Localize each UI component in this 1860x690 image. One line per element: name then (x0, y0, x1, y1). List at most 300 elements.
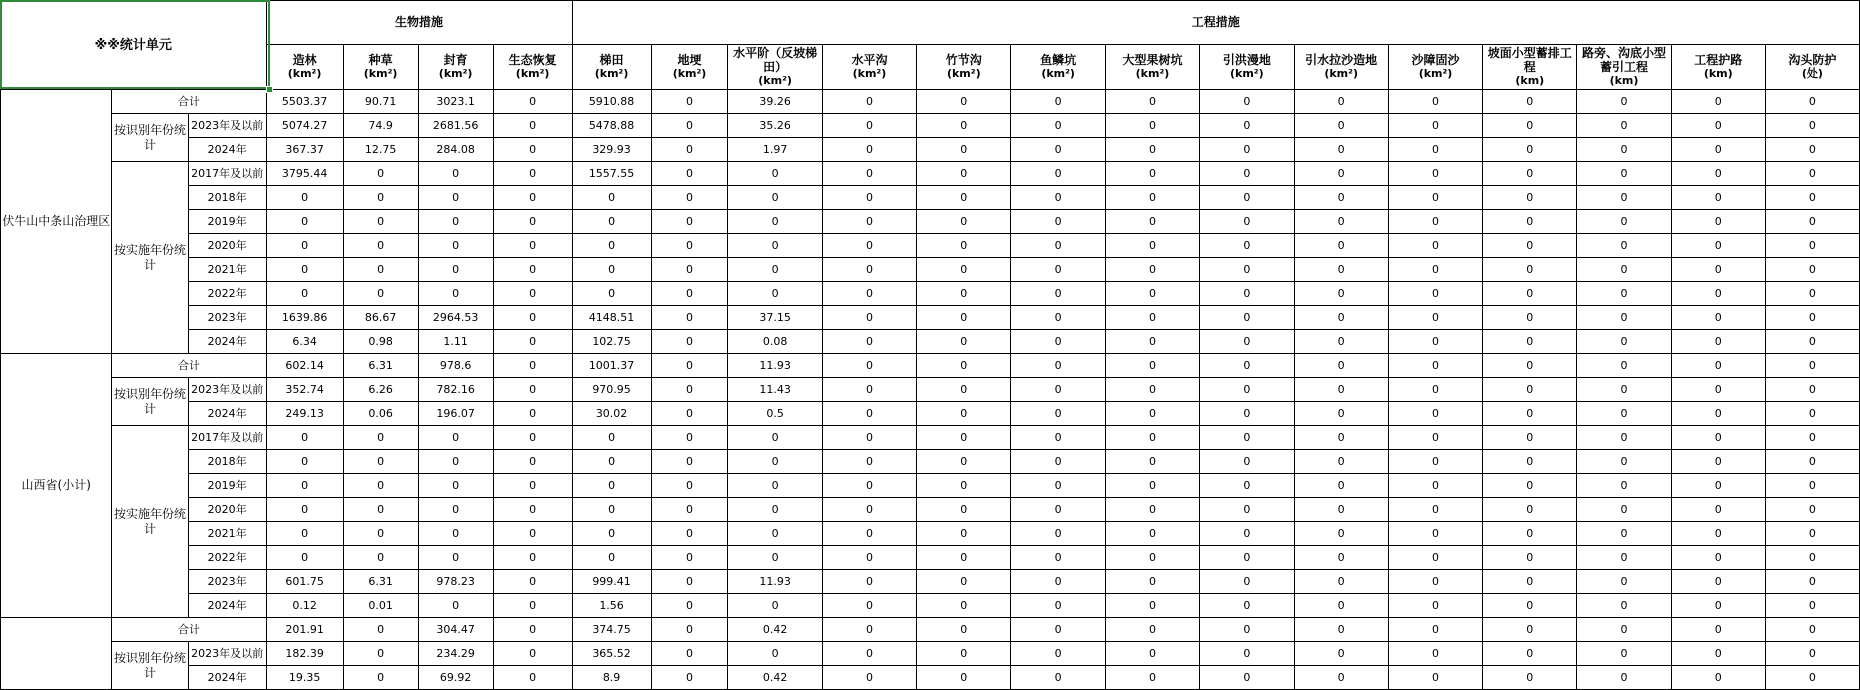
data-cell[interactable]: 0 (1200, 162, 1294, 186)
data-cell[interactable]: 0 (822, 522, 916, 546)
data-cell[interactable]: 0 (1483, 186, 1577, 210)
data-cell[interactable]: 0 (1671, 114, 1765, 138)
data-cell[interactable]: 5910.88 (572, 90, 651, 114)
region-cell[interactable]: 山西省(小计) (1, 354, 112, 618)
data-cell[interactable]: 0 (917, 498, 1011, 522)
data-cell[interactable]: 0 (1105, 282, 1199, 306)
data-cell[interactable]: 0 (728, 522, 822, 546)
data-cell[interactable]: 0 (1011, 210, 1105, 234)
data-cell[interactable]: 0 (728, 546, 822, 570)
data-cell[interactable]: 0 (1483, 618, 1577, 642)
data-cell[interactable]: 0 (1011, 186, 1105, 210)
data-cell[interactable]: 0 (1671, 162, 1765, 186)
data-cell[interactable]: 0 (1200, 546, 1294, 570)
data-cell[interactable]: 0 (1200, 666, 1294, 690)
data-cell[interactable]: 0 (1671, 378, 1765, 402)
data-cell[interactable]: 0 (572, 234, 651, 258)
data-cell[interactable]: 0 (572, 546, 651, 570)
data-cell[interactable]: 0 (651, 114, 728, 138)
data-cell[interactable]: 0 (822, 642, 916, 666)
row-label-year[interactable]: 2017年及以前 (188, 426, 266, 450)
data-cell[interactable]: 0.06 (343, 402, 418, 426)
data-cell[interactable]: 0 (418, 450, 493, 474)
row-label-year[interactable]: 2018年 (188, 450, 266, 474)
data-cell[interactable]: 0 (1294, 666, 1388, 690)
data-cell[interactable]: 0 (728, 282, 822, 306)
data-cell[interactable]: 0 (1577, 666, 1671, 690)
data-cell[interactable]: 0 (822, 354, 916, 378)
data-cell[interactable]: 0 (493, 114, 572, 138)
group-label-recognition-year[interactable]: 按识别年份统计 (112, 378, 188, 426)
row-label-year[interactable]: 2023年及以前 (188, 114, 266, 138)
data-cell[interactable]: 6.34 (266, 330, 343, 354)
data-cell[interactable]: 0 (917, 570, 1011, 594)
column-header[interactable] (728, 45, 822, 90)
data-cell[interactable]: 0 (1388, 522, 1482, 546)
data-cell[interactable]: 0 (1765, 498, 1859, 522)
data-cell[interactable]: 0 (651, 162, 728, 186)
data-cell[interactable]: 0 (1577, 210, 1671, 234)
row-label-year[interactable]: 2024年 (188, 666, 266, 690)
data-cell[interactable]: 0 (1011, 306, 1105, 330)
data-cell[interactable]: 0 (1577, 306, 1671, 330)
data-cell[interactable]: 602.14 (266, 354, 343, 378)
data-cell[interactable]: 201.91 (266, 618, 343, 642)
fill-handle[interactable] (266, 86, 273, 93)
data-cell[interactable]: 0 (1765, 426, 1859, 450)
data-cell[interactable]: 0 (1671, 618, 1765, 642)
data-cell[interactable]: 249.13 (266, 402, 343, 426)
data-cell[interactable]: 0 (1105, 402, 1199, 426)
data-cell[interactable]: 0 (266, 426, 343, 450)
data-cell[interactable]: 0 (1294, 186, 1388, 210)
data-cell[interactable]: 0 (917, 138, 1011, 162)
data-cell[interactable]: 0 (651, 90, 728, 114)
data-cell[interactable]: 0 (1200, 570, 1294, 594)
data-cell[interactable]: 0 (1200, 522, 1294, 546)
data-cell[interactable]: 0 (1294, 618, 1388, 642)
data-cell[interactable]: 0 (822, 498, 916, 522)
row-label-total[interactable]: 合计 (112, 354, 266, 378)
data-cell[interactable]: 0 (1105, 90, 1199, 114)
data-cell[interactable]: 0 (1105, 306, 1199, 330)
data-cell[interactable]: 0 (1388, 138, 1482, 162)
data-cell[interactable]: 0 (1200, 90, 1294, 114)
column-header[interactable] (1011, 45, 1105, 90)
data-cell[interactable]: 0 (1011, 474, 1105, 498)
data-cell[interactable]: 0 (917, 450, 1011, 474)
data-cell[interactable]: 0 (493, 450, 572, 474)
data-cell[interactable]: 0 (266, 186, 343, 210)
data-cell[interactable]: 102.75 (572, 330, 651, 354)
data-cell[interactable]: 1639.86 (266, 306, 343, 330)
data-cell[interactable]: 0 (1388, 570, 1482, 594)
data-cell[interactable]: 0 (1388, 450, 1482, 474)
data-cell[interactable]: 0 (1577, 378, 1671, 402)
data-cell[interactable]: 30.02 (572, 402, 651, 426)
data-cell[interactable]: 0 (1765, 282, 1859, 306)
data-cell[interactable]: 0 (917, 522, 1011, 546)
column-header[interactable] (1577, 45, 1671, 90)
data-cell[interactable]: 2964.53 (418, 306, 493, 330)
data-cell[interactable]: 0 (1577, 258, 1671, 282)
data-cell[interactable]: 0 (1011, 450, 1105, 474)
data-cell[interactable]: 0 (572, 498, 651, 522)
data-cell[interactable]: 11.93 (728, 354, 822, 378)
row-label-total[interactable]: 合计 (112, 618, 266, 642)
data-cell[interactable]: 0 (1011, 162, 1105, 186)
data-cell[interactable]: 0 (1765, 186, 1859, 210)
data-cell[interactable]: 0 (917, 666, 1011, 690)
data-cell[interactable]: 0 (493, 642, 572, 666)
data-cell[interactable]: 0 (343, 186, 418, 210)
data-cell[interactable]: 0 (1105, 594, 1199, 618)
data-cell[interactable]: 0 (343, 642, 418, 666)
data-cell[interactable]: 0 (1388, 258, 1482, 282)
data-cell[interactable]: 0 (1577, 162, 1671, 186)
data-cell[interactable]: 0 (917, 282, 1011, 306)
data-cell[interactable]: 0 (1671, 90, 1765, 114)
data-cell[interactable]: 0 (1294, 306, 1388, 330)
data-cell[interactable]: 0 (343, 234, 418, 258)
data-cell[interactable]: 86.67 (343, 306, 418, 330)
data-cell[interactable]: 601.75 (266, 570, 343, 594)
group-header-bio[interactable]: 生物措施 (266, 1, 572, 45)
data-cell[interactable]: 234.29 (418, 642, 493, 666)
data-cell[interactable]: 0 (493, 354, 572, 378)
data-cell[interactable]: 0 (1483, 546, 1577, 570)
data-cell[interactable]: 0 (1765, 450, 1859, 474)
data-cell[interactable]: 0 (822, 594, 916, 618)
data-cell[interactable]: 0 (1294, 330, 1388, 354)
data-cell[interactable]: 0 (343, 258, 418, 282)
data-cell[interactable]: 0 (917, 234, 1011, 258)
data-cell[interactable]: 0 (1294, 282, 1388, 306)
data-cell[interactable]: 90.71 (343, 90, 418, 114)
data-cell[interactable]: 8.9 (572, 666, 651, 690)
data-cell[interactable]: 0 (728, 450, 822, 474)
data-cell[interactable]: 0 (917, 330, 1011, 354)
data-cell[interactable]: 0 (1200, 594, 1294, 618)
data-cell[interactable]: 0 (822, 402, 916, 426)
data-cell[interactable]: 0 (728, 210, 822, 234)
data-cell[interactable]: 0 (493, 594, 572, 618)
data-cell[interactable]: 0 (1483, 138, 1577, 162)
data-cell[interactable]: 0 (1577, 426, 1671, 450)
group-label-recognition-year[interactable]: 按识别年份统计 (112, 642, 188, 690)
data-cell[interactable]: 0 (1483, 522, 1577, 546)
data-cell[interactable]: 4148.51 (572, 306, 651, 330)
data-cell[interactable]: 0 (1388, 330, 1482, 354)
data-cell[interactable]: 0 (493, 402, 572, 426)
data-cell[interactable]: 0 (1671, 570, 1765, 594)
data-cell[interactable]: 0 (822, 546, 916, 570)
data-cell[interactable]: 0 (651, 666, 728, 690)
data-cell[interactable]: 0 (493, 234, 572, 258)
data-cell[interactable]: 5478.88 (572, 114, 651, 138)
data-cell[interactable]: 0 (822, 138, 916, 162)
data-cell[interactable]: 0 (651, 570, 728, 594)
data-cell[interactable]: 0 (266, 210, 343, 234)
data-cell[interactable]: 0 (1294, 234, 1388, 258)
data-cell[interactable]: 0 (1671, 402, 1765, 426)
data-cell[interactable]: 0 (1577, 282, 1671, 306)
data-cell[interactable]: 0 (1105, 618, 1199, 642)
data-cell[interactable]: 0 (728, 162, 822, 186)
data-cell[interactable]: 0 (1294, 546, 1388, 570)
data-cell[interactable]: 0 (418, 258, 493, 282)
data-cell[interactable]: 0 (1105, 522, 1199, 546)
data-cell[interactable]: 978.6 (418, 354, 493, 378)
data-cell[interactable]: 0 (493, 258, 572, 282)
data-cell[interactable]: 0 (1388, 426, 1482, 450)
data-cell[interactable]: 782.16 (418, 378, 493, 402)
data-cell[interactable]: 0 (1200, 378, 1294, 402)
data-cell[interactable]: 0 (1294, 354, 1388, 378)
data-cell[interactable]: 0 (1577, 354, 1671, 378)
data-cell[interactable]: 0 (1765, 378, 1859, 402)
data-cell[interactable]: 0 (572, 426, 651, 450)
data-cell[interactable]: 5503.37 (266, 90, 343, 114)
data-cell[interactable]: 74.9 (343, 114, 418, 138)
data-cell[interactable]: 0 (1388, 234, 1482, 258)
data-cell[interactable]: 0 (1671, 186, 1765, 210)
data-cell[interactable]: 0 (493, 666, 572, 690)
data-cell[interactable]: 0 (1105, 162, 1199, 186)
data-cell[interactable]: 0 (1105, 354, 1199, 378)
data-cell[interactable]: 0 (728, 642, 822, 666)
data-cell[interactable]: 0 (1011, 546, 1105, 570)
data-cell[interactable]: 0 (1105, 210, 1199, 234)
data-cell[interactable]: 0 (493, 90, 572, 114)
data-cell[interactable]: 0 (418, 282, 493, 306)
data-cell[interactable]: 0 (1105, 330, 1199, 354)
data-cell[interactable]: 0 (1671, 546, 1765, 570)
data-cell[interactable]: 6.26 (343, 378, 418, 402)
data-cell[interactable]: 0 (1671, 522, 1765, 546)
data-cell[interactable]: 0 (343, 282, 418, 306)
data-cell[interactable]: 0 (917, 618, 1011, 642)
data-cell[interactable]: 0 (1671, 282, 1765, 306)
data-cell[interactable]: 0 (1577, 138, 1671, 162)
data-cell[interactable]: 0 (1577, 522, 1671, 546)
data-cell[interactable]: 284.08 (418, 138, 493, 162)
data-cell[interactable]: 304.47 (418, 618, 493, 642)
data-cell[interactable]: 0 (1388, 474, 1482, 498)
data-cell[interactable]: 0 (1577, 594, 1671, 618)
data-cell[interactable]: 0 (1200, 474, 1294, 498)
data-cell[interactable]: 0 (1200, 642, 1294, 666)
data-cell[interactable]: 0 (266, 522, 343, 546)
data-cell[interactable]: 0 (651, 210, 728, 234)
data-cell[interactable]: 0 (1200, 114, 1294, 138)
row-label-year[interactable]: 2017年及以前 (188, 162, 266, 186)
data-cell[interactable]: 0 (822, 114, 916, 138)
data-cell[interactable]: 0 (1577, 90, 1671, 114)
data-cell[interactable]: 0 (1577, 618, 1671, 642)
column-header[interactable] (266, 45, 343, 90)
data-cell[interactable]: 0 (1483, 378, 1577, 402)
data-cell[interactable]: 0 (651, 450, 728, 474)
data-cell[interactable]: 0 (493, 186, 572, 210)
data-cell[interactable]: 0 (1011, 426, 1105, 450)
row-label-year[interactable]: 2019年 (188, 474, 266, 498)
data-cell[interactable]: 0 (1483, 570, 1577, 594)
data-cell[interactable]: 0 (1765, 258, 1859, 282)
row-label-year[interactable]: 2023年 (188, 306, 266, 330)
column-header[interactable] (1388, 45, 1482, 90)
data-cell[interactable]: 0 (1388, 618, 1482, 642)
data-cell[interactable]: 0 (1671, 642, 1765, 666)
data-cell[interactable]: 0 (651, 186, 728, 210)
data-cell[interactable]: 0 (493, 522, 572, 546)
data-cell[interactable]: 0 (1011, 90, 1105, 114)
row-label-year[interactable]: 2020年 (188, 234, 266, 258)
data-cell[interactable]: 0 (1200, 306, 1294, 330)
data-cell[interactable]: 0 (728, 258, 822, 282)
data-cell[interactable]: 196.07 (418, 402, 493, 426)
data-cell[interactable]: 0 (1765, 594, 1859, 618)
data-cell[interactable]: 0 (1294, 90, 1388, 114)
data-cell[interactable]: 0 (822, 618, 916, 642)
data-cell[interactable]: 0 (1483, 282, 1577, 306)
data-cell[interactable]: 0 (493, 138, 572, 162)
row-label-year[interactable]: 2023年 (188, 570, 266, 594)
column-header[interactable] (1483, 45, 1577, 90)
group-label-implementation-year[interactable]: 按实施年份统计 (112, 426, 188, 618)
data-cell[interactable]: 0 (1011, 378, 1105, 402)
data-cell[interactable]: 0 (1294, 114, 1388, 138)
data-cell[interactable]: 0 (822, 450, 916, 474)
data-cell[interactable]: 0 (1294, 570, 1388, 594)
data-cell[interactable]: 0 (1671, 474, 1765, 498)
data-cell[interactable]: 0 (1765, 618, 1859, 642)
row-label-year[interactable]: 2023年及以前 (188, 642, 266, 666)
data-cell[interactable]: 0 (651, 282, 728, 306)
data-cell[interactable]: 0 (822, 378, 916, 402)
data-cell[interactable]: 0 (266, 546, 343, 570)
data-cell[interactable]: 0 (1200, 282, 1294, 306)
data-cell[interactable]: 0 (1200, 618, 1294, 642)
data-cell[interactable]: 0 (1011, 330, 1105, 354)
row-label-year[interactable]: 2020年 (188, 498, 266, 522)
data-cell[interactable]: 0 (1388, 546, 1482, 570)
data-cell[interactable]: 0 (917, 378, 1011, 402)
data-cell[interactable]: 0 (1011, 114, 1105, 138)
data-cell[interactable]: 0 (1011, 498, 1105, 522)
data-cell[interactable]: 0 (1388, 402, 1482, 426)
data-cell[interactable]: 0 (822, 306, 916, 330)
data-cell[interactable]: 0 (343, 618, 418, 642)
data-cell[interactable]: 0.98 (343, 330, 418, 354)
data-cell[interactable]: 0 (1011, 642, 1105, 666)
data-cell[interactable]: 0 (1577, 642, 1671, 666)
data-cell[interactable]: 0 (1671, 450, 1765, 474)
data-cell[interactable]: 0 (917, 546, 1011, 570)
data-cell[interactable]: 0 (1765, 642, 1859, 666)
data-cell[interactable]: 0 (1105, 186, 1199, 210)
data-cell[interactable]: 0 (1388, 162, 1482, 186)
data-cell[interactable]: 0 (493, 282, 572, 306)
column-header[interactable] (822, 45, 916, 90)
data-cell[interactable]: 0 (1671, 594, 1765, 618)
data-cell[interactable]: 0 (1294, 450, 1388, 474)
data-cell[interactable]: 0 (1388, 210, 1482, 234)
data-cell[interactable]: 0 (822, 426, 916, 450)
row-label-year[interactable]: 2024年 (188, 138, 266, 162)
data-cell[interactable]: 0 (1294, 258, 1388, 282)
data-cell[interactable]: 0 (1388, 282, 1482, 306)
data-cell[interactable]: 0 (822, 162, 916, 186)
row-label-year[interactable]: 2019年 (188, 210, 266, 234)
data-cell[interactable]: 0 (1200, 186, 1294, 210)
data-cell[interactable]: 0 (1294, 138, 1388, 162)
data-cell[interactable]: 0 (493, 474, 572, 498)
data-cell[interactable]: 0 (493, 546, 572, 570)
data-cell[interactable]: 0 (1200, 402, 1294, 426)
data-cell[interactable]: 0 (651, 402, 728, 426)
data-cell[interactable]: 0 (651, 642, 728, 666)
data-cell[interactable]: 0 (822, 258, 916, 282)
data-cell[interactable]: 0 (1200, 330, 1294, 354)
data-cell[interactable]: 0 (1200, 138, 1294, 162)
group-label-recognition-year[interactable]: 按识别年份统计 (112, 114, 188, 162)
data-cell[interactable]: 0 (822, 210, 916, 234)
column-header[interactable] (493, 45, 572, 90)
data-cell[interactable]: 0 (1011, 666, 1105, 690)
data-cell[interactable]: 0 (917, 474, 1011, 498)
data-cell[interactable]: 0 (1388, 306, 1482, 330)
data-cell[interactable]: 0 (418, 474, 493, 498)
row-label-year[interactable]: 2022年 (188, 546, 266, 570)
data-cell[interactable]: 0 (1671, 666, 1765, 690)
data-cell[interactable]: 0 (917, 90, 1011, 114)
data-cell[interactable]: 0 (1200, 426, 1294, 450)
data-cell[interactable]: 0 (728, 498, 822, 522)
data-cell[interactable]: 0 (1105, 546, 1199, 570)
data-cell[interactable]: 0 (1765, 402, 1859, 426)
column-header[interactable] (1105, 45, 1199, 90)
data-cell[interactable]: 0 (1577, 474, 1671, 498)
data-cell[interactable]: 0 (343, 210, 418, 234)
data-cell[interactable]: 0 (1388, 90, 1482, 114)
data-cell[interactable]: 0.42 (728, 618, 822, 642)
data-cell[interactable]: 0 (1388, 186, 1482, 210)
data-cell[interactable]: 0 (493, 330, 572, 354)
data-cell[interactable]: 0.08 (728, 330, 822, 354)
data-cell[interactable]: 0 (1388, 378, 1482, 402)
data-cell[interactable]: 0 (1671, 210, 1765, 234)
data-cell[interactable]: 0 (343, 666, 418, 690)
data-cell[interactable]: 0 (1483, 162, 1577, 186)
data-cell[interactable]: 0 (651, 594, 728, 618)
data-cell[interactable]: 365.52 (572, 642, 651, 666)
data-cell[interactable]: 3023.1 (418, 90, 493, 114)
data-cell[interactable]: 0 (572, 450, 651, 474)
data-cell[interactable]: 0 (1105, 114, 1199, 138)
data-cell[interactable]: 0 (418, 234, 493, 258)
data-cell[interactable]: 0 (651, 426, 728, 450)
data-cell[interactable]: 0 (1577, 498, 1671, 522)
data-cell[interactable]: 0 (917, 354, 1011, 378)
data-cell[interactable]: 0 (343, 522, 418, 546)
data-cell[interactable]: 0 (1294, 378, 1388, 402)
data-cell[interactable]: 0 (1765, 90, 1859, 114)
data-cell[interactable]: 0 (822, 234, 916, 258)
data-cell[interactable]: 0 (651, 306, 728, 330)
data-cell[interactable]: 0 (1011, 570, 1105, 594)
data-cell[interactable]: 0 (266, 474, 343, 498)
